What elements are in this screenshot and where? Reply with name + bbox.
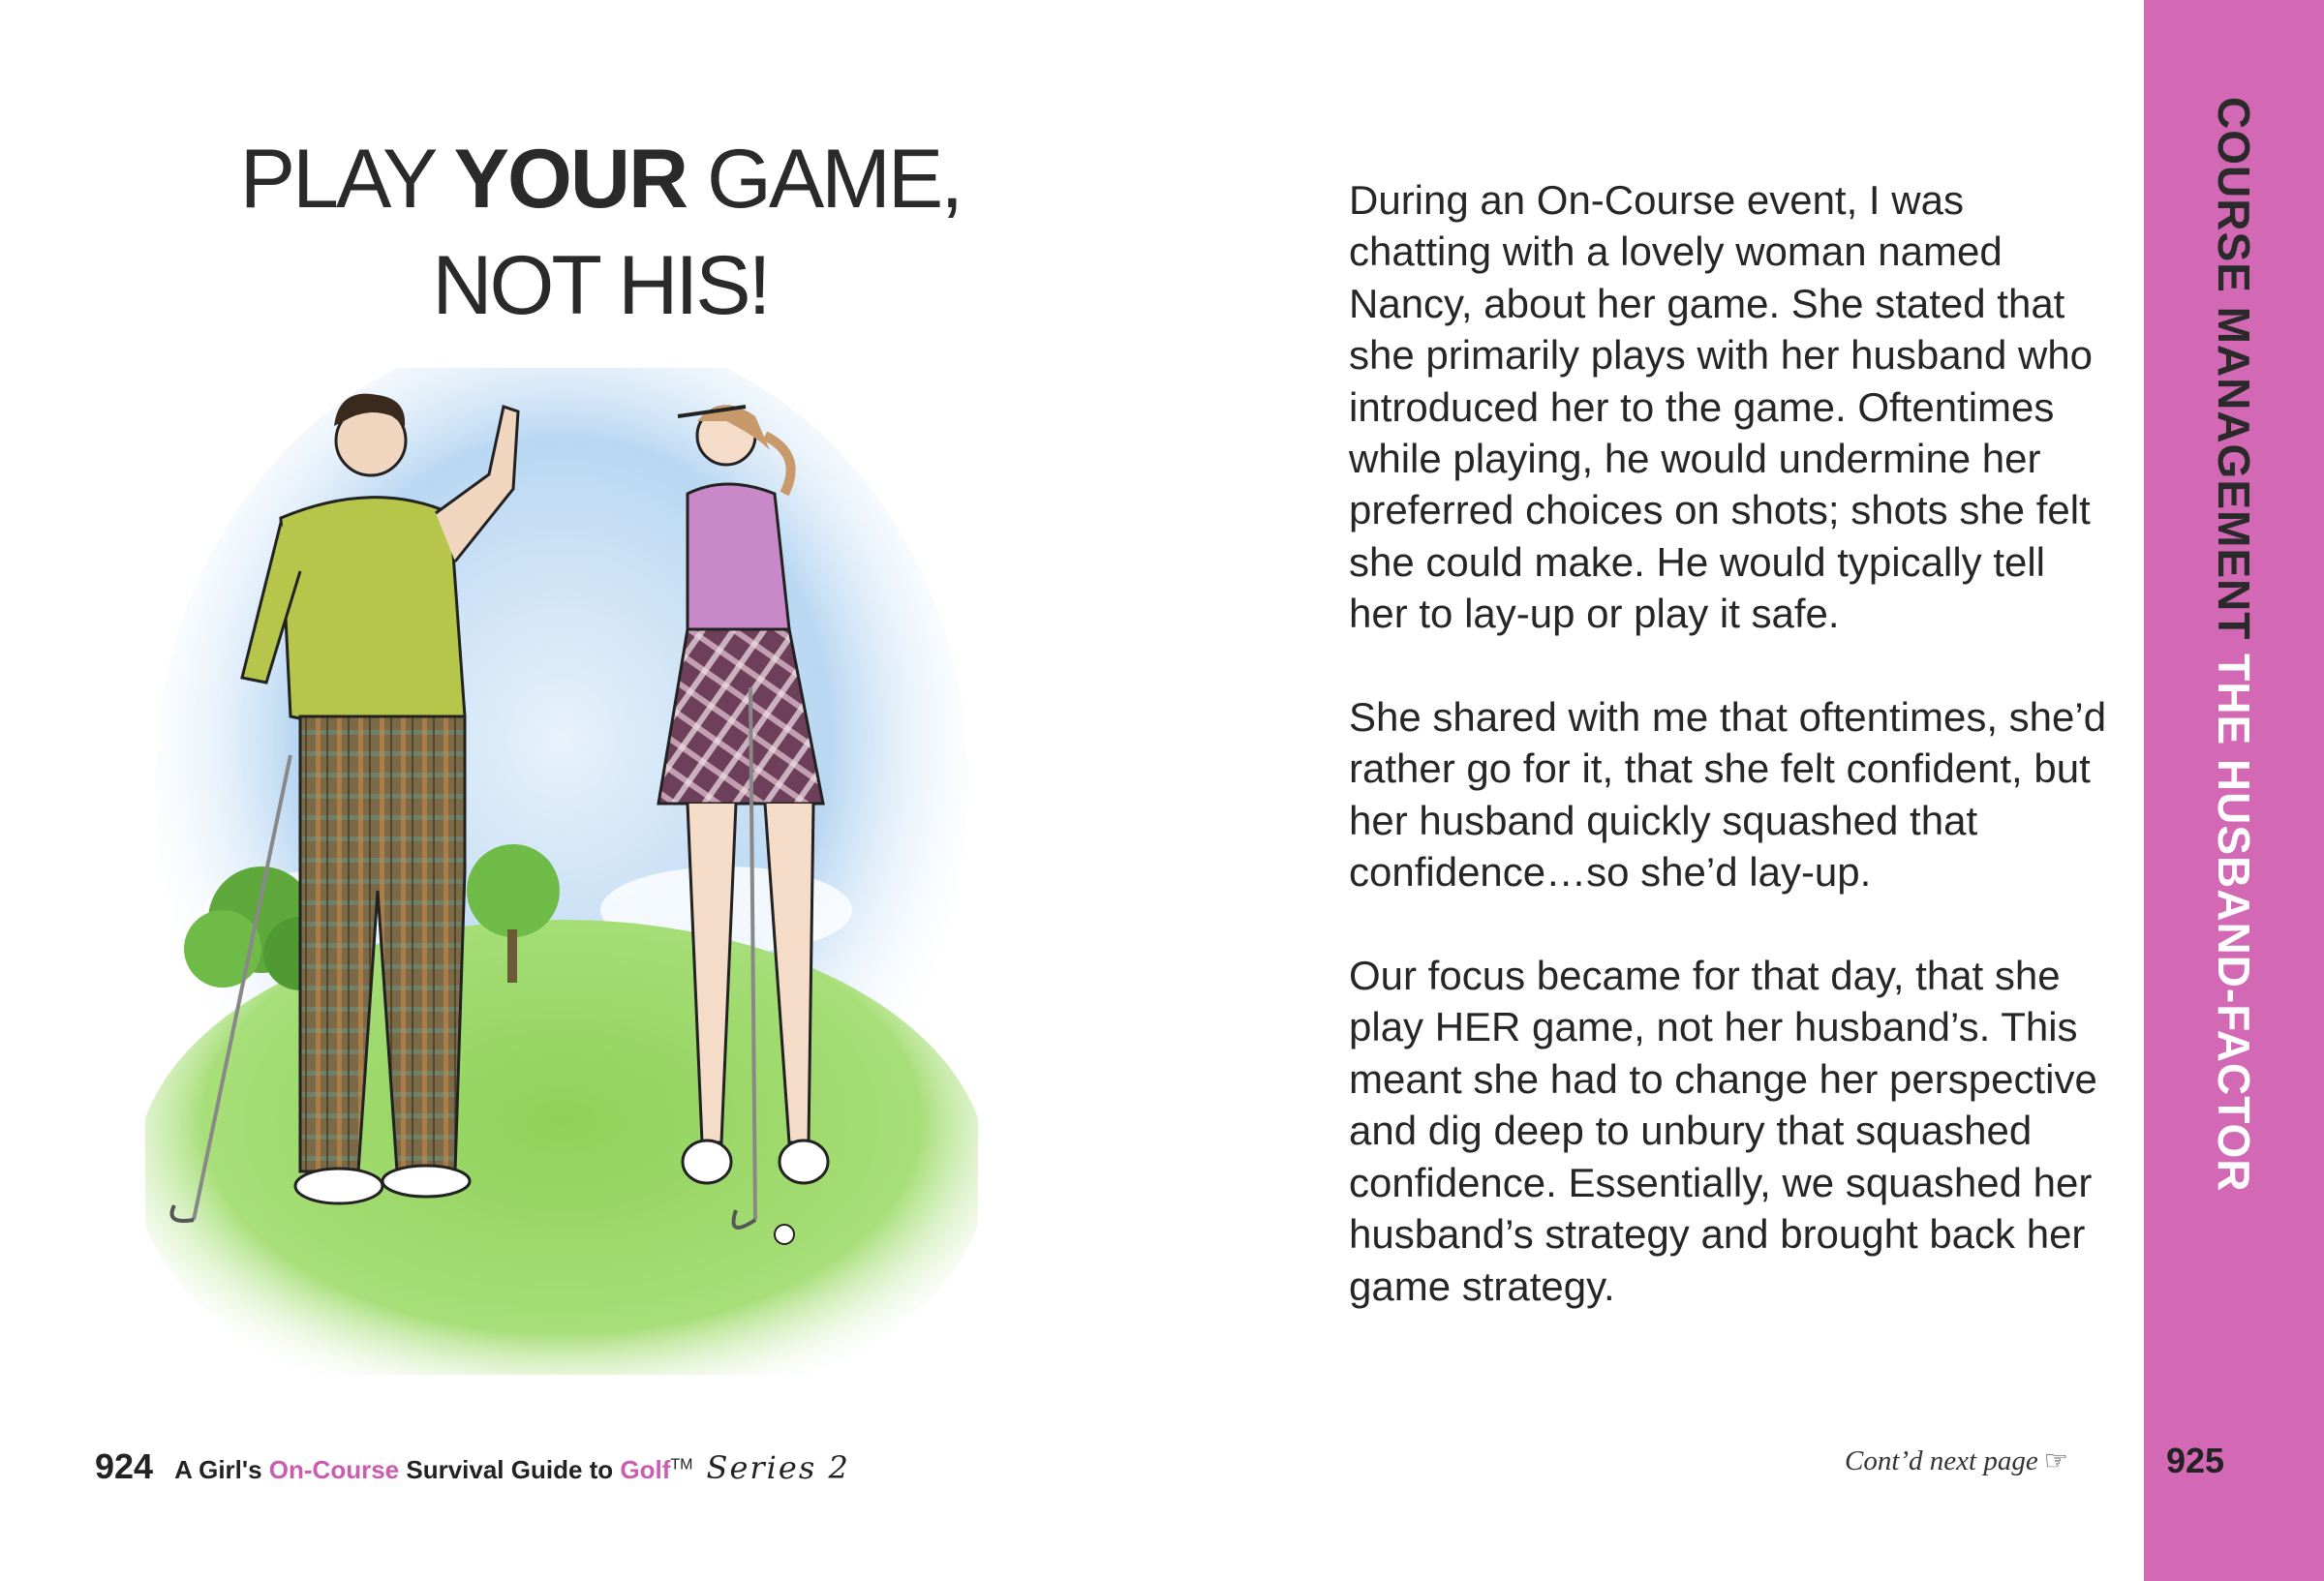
footer-left bbox=[95, 1446, 850, 1487]
book-title-middle: Survival Guide to bbox=[399, 1455, 621, 1484]
section-name: COURSE MANAGEMENT bbox=[2209, 97, 2259, 641]
title-line-2: NOT HIS! bbox=[432, 239, 769, 332]
page-title bbox=[145, 126, 1055, 339]
title-part1: PLAY bbox=[239, 133, 454, 226]
title-part2: GAME, bbox=[687, 133, 962, 226]
continued-text: Cont’d next page bbox=[1845, 1445, 2038, 1476]
trademark: TM bbox=[670, 1456, 693, 1474]
golf-couple-illustration bbox=[145, 368, 978, 1375]
continued-note bbox=[1845, 1444, 2068, 1477]
page-number-right: 925 bbox=[2166, 1441, 2225, 1480]
page-number-left: 924 bbox=[95, 1446, 154, 1486]
book-title-prefix: A Girl's bbox=[174, 1455, 269, 1484]
sidebar-label bbox=[2208, 97, 2260, 1193]
pointing-hand-icon: ☞ bbox=[2043, 1446, 2068, 1476]
body-text bbox=[1349, 174, 2114, 1363]
book-title bbox=[174, 1455, 692, 1485]
paragraph: Our focus became for that day, that she play HER game, not her husband’s. This meant she had to change her perspective and dig deep to unbury that squashed confidence. Essentially, we squashed her husband’s strategy and brought back her game strategy. bbox=[1349, 953, 2097, 1309]
title-line-1 bbox=[145, 126, 1055, 232]
section-sidebar bbox=[2144, 0, 2324, 1581]
series-label: Series 2 bbox=[706, 1449, 850, 1486]
paragraph: She shared with me that oftentimes, she’d rather go for it, that she felt confident, but her husband quickly squashed that confidence…so she’d lay-up. bbox=[1349, 694, 2107, 896]
topic-name: THE HUSBAND-FACTOR bbox=[2209, 654, 2259, 1193]
paragraph: During an On-Course event, I was chatting with a lovely woman named Nancy, about her game. She stated that she primarily plays with her husband who introduced her to the game. Oftentimes while playing, he would undermine her preferred choices on shots; shots she felt she could make. He would typically tell her to lay-up or play it safe. bbox=[1349, 177, 2094, 637]
book-title-on-course: On-Course bbox=[268, 1455, 400, 1484]
book-title-golf: Golf bbox=[620, 1455, 671, 1484]
title-emphasis: YOUR bbox=[453, 133, 688, 226]
